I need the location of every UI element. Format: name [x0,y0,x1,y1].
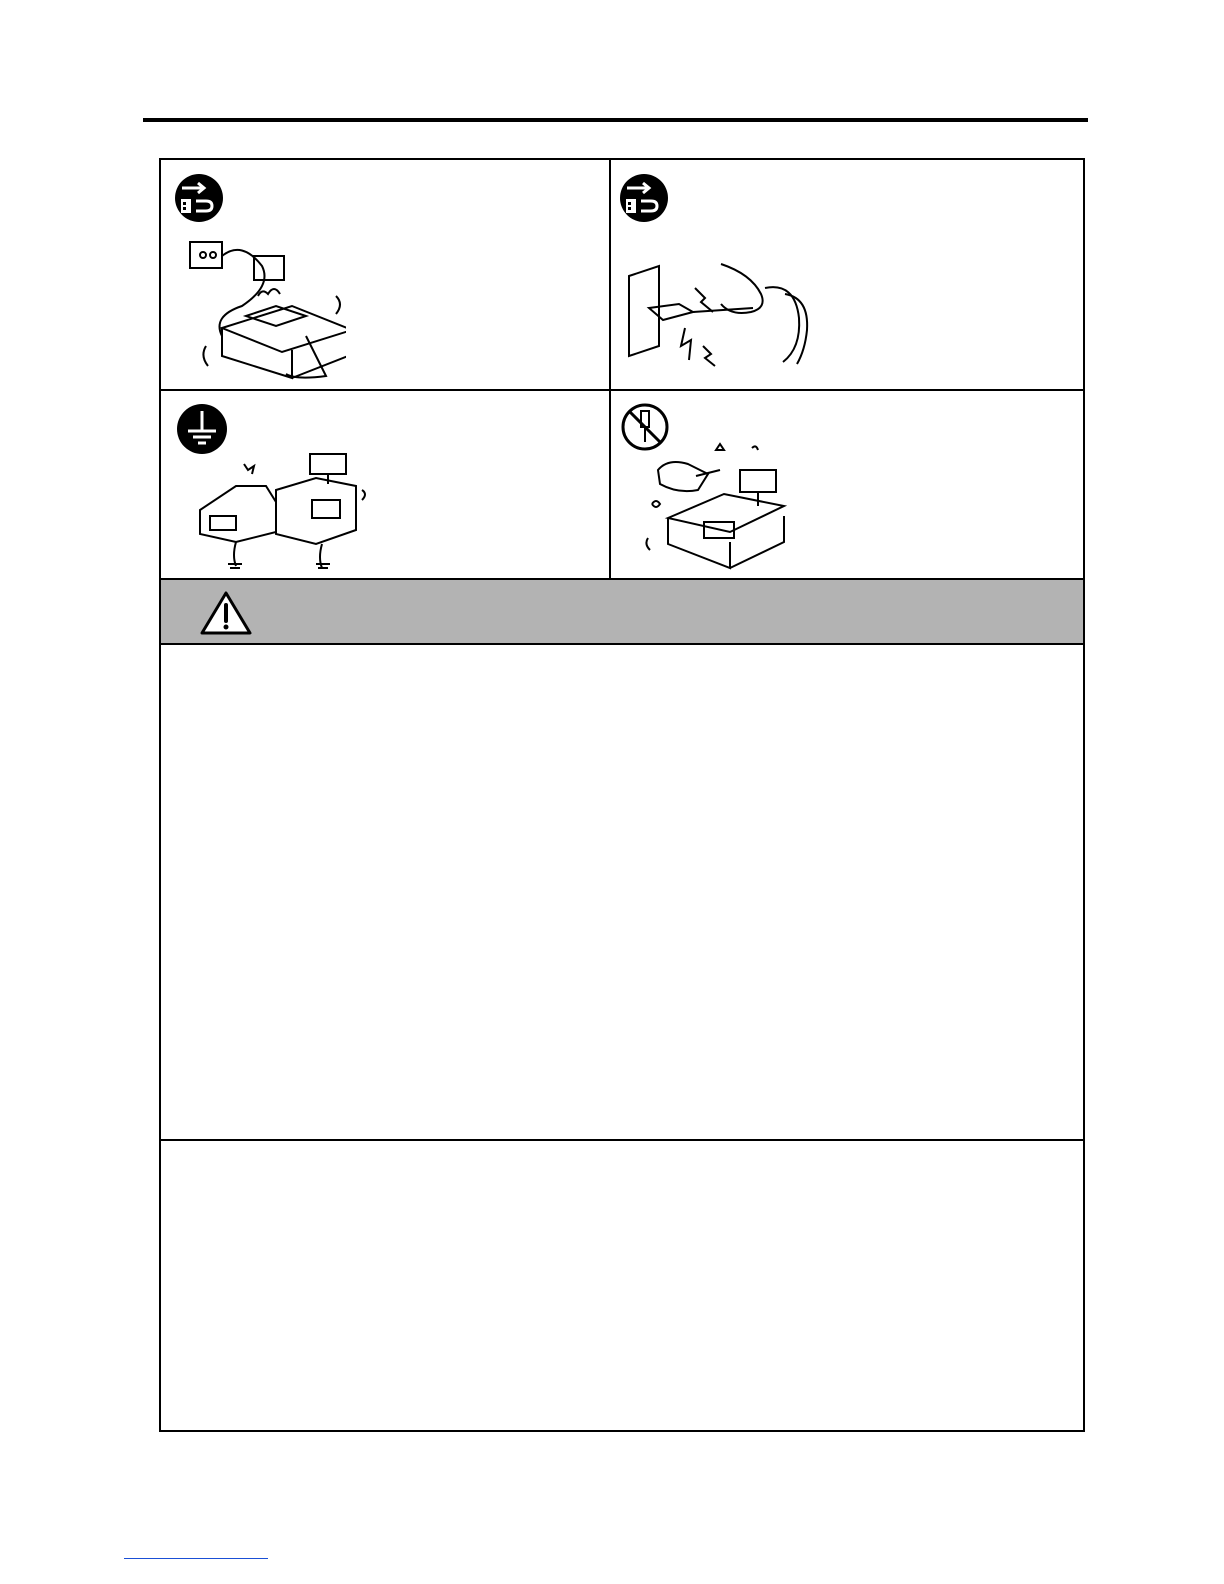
header-rule [143,118,1088,122]
ground-icon [176,403,228,455]
disassembly-illustration [640,442,790,574]
grounded-registers-illustration [192,450,372,572]
unplug-icon [174,173,224,223]
unplug-icon [619,173,669,223]
warning-triangle-icon [199,590,253,636]
wet-register-illustration [186,236,346,384]
panel-divider-vertical [609,158,611,578]
pull-cord-illustration [625,258,815,368]
link-underline [124,1558,268,1559]
panel-divider-horizontal [159,389,1085,391]
section-divider [159,1139,1085,1141]
caution-banner [161,578,1083,645]
